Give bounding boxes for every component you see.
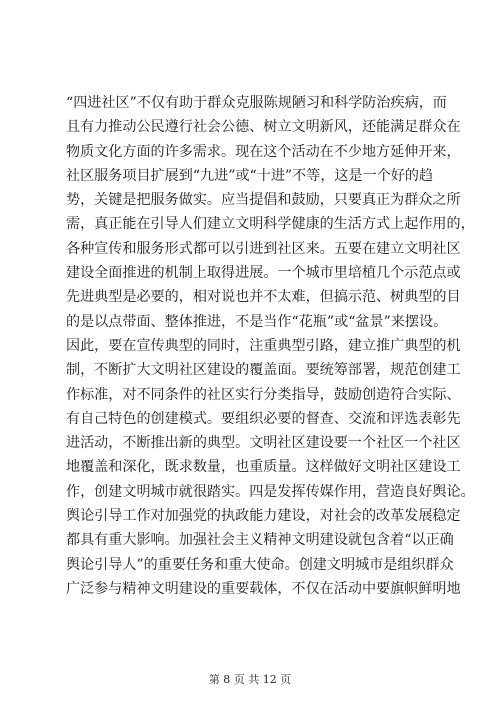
text-line: 进活动，不断推出新的典型。文明社区建设要一个社区一个社区 (66, 435, 461, 452)
text-line: 有自己特色的创建模式。要组织必要的督查、交流和评选表彰先 (66, 410, 461, 427)
text-line: 势，关键是把服务做实。应当提倡和鼓励，只要真正为群众之所 (66, 192, 461, 209)
text-line: 作，创建文明城市就很踏实。四是发挥传媒作用，营造良好舆论。 (66, 483, 475, 500)
text-line: 舆论引导人”的重要任务和重大使命。创建文明城市是组织群众 (66, 556, 454, 573)
text-line: 都具有重大影响。加强社会主义精神文明建设就包含着“以正确 (66, 532, 454, 549)
text-line: 因此，要在宣传典型的同时，注重典型引路，建立推广典型的机 (66, 337, 461, 354)
text-line: 物质文化方面的许多需求。现在这个活动在不少地方延伸开来， (66, 143, 461, 160)
text-line: 作标准，对不同条件的社区实行分类指导，鼓励创造符合实际、 (66, 386, 461, 403)
text-line: 需，真正能在引导人们建立文明科学健康的生活方式上起作用的， (66, 216, 475, 233)
text-line: 各种宣传和服务形式都可以引进到社区来。五要在建立文明社区 (66, 240, 461, 257)
text-line: 社区服务项目扩展到“九进”或“十进”不等，这是一个好的趋 (66, 167, 434, 184)
text-line: 地覆盖和深化，既求数量，也重质量。这样做好文明社区建设工 (66, 459, 461, 476)
text-line: 制，不断扩大文明社区建设的覆盖面。要统筹部署，规范创建工 (66, 362, 461, 379)
text-line: 舆论引导工作对加强党的执政能力建设，对社会的改革发展稳定 (66, 508, 461, 525)
text-line: 建设全面推进的机制上取得进展。一个城市里培植几个示范点或 (66, 265, 461, 282)
page-number-footer: 第 8 页 共 12 页 (208, 673, 292, 686)
body-text (66, 91, 475, 601)
text-line: “四进社区”不仅有助于群众克服陈规陋习和科学防治疾病，而 (66, 95, 447, 111)
text-line: 先进典型是必要的，相对说也并不太难，但搞示范、树典型的目 (66, 289, 461, 306)
text-line: 的是以点带面、整体推进，不是当作“花瓶”或“盆景”来摆设。 (66, 313, 448, 330)
text-line: 且有力推动公民遵行社会公德、树立文明新风，还能满足群众在 (66, 119, 461, 136)
text-line: 广泛参与精神文明建设的重要载体，不仅在活动中要旗帜鲜明地 (66, 580, 461, 597)
